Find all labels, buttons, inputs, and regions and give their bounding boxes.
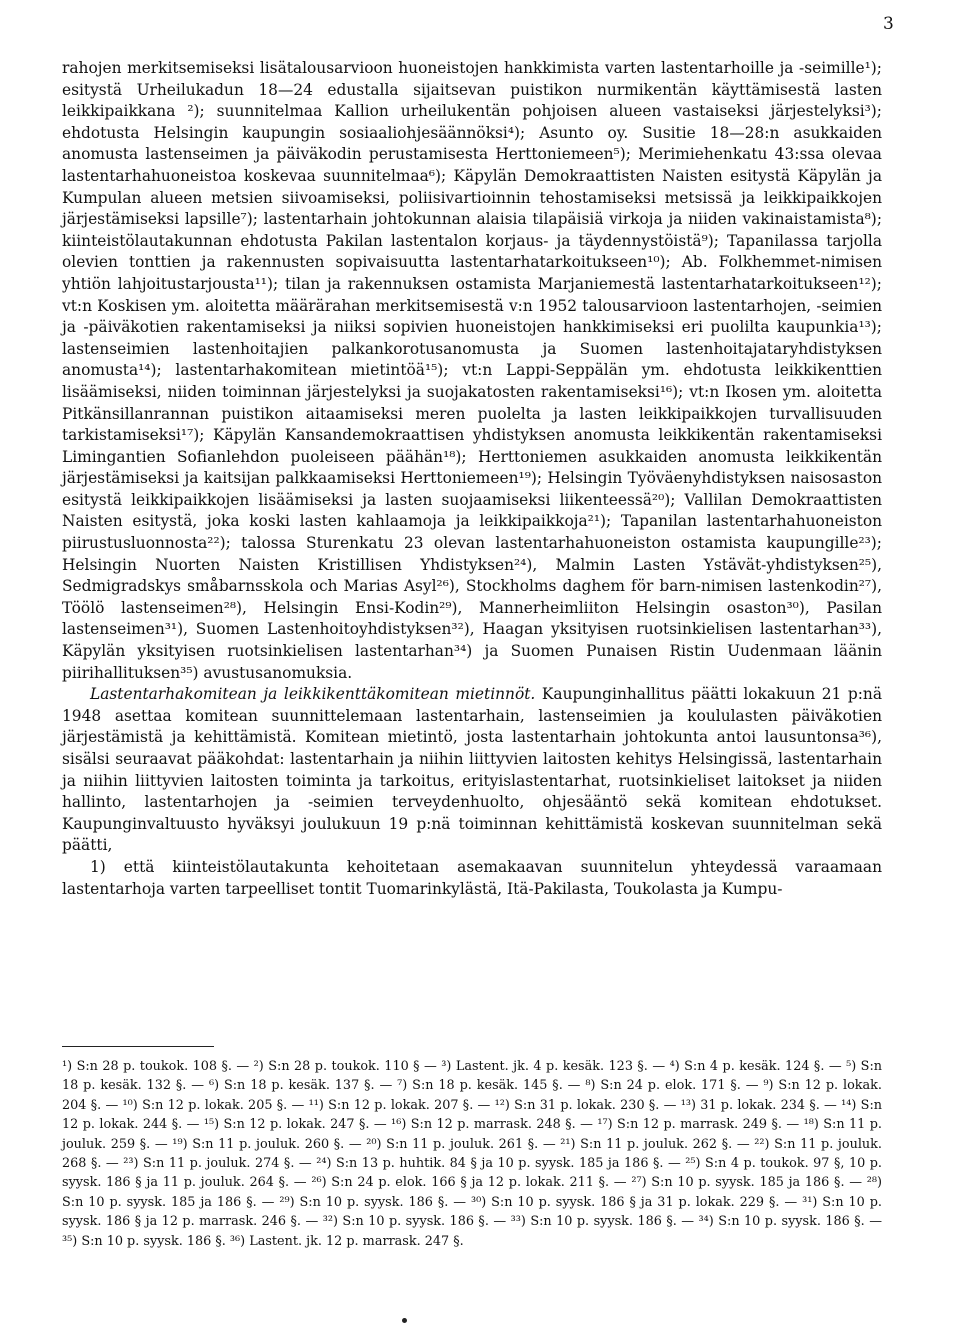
footnote-divider bbox=[62, 1046, 214, 1047]
page-mark-dot bbox=[402, 1318, 407, 1323]
footnote-text: ¹) S:n 28 p. toukok. 108 §. — ²) S:n 28 p. toukok. 110 § — ³) Lastent. jk. 4 p. kesäk. 123 §. — ⁴) S:n 4 p. kesäk. 124 §. — ⁵) S:n 18 p. kesäk. 132 §. — ⁶) S:n 18 p. kesäk. 137 §. — ⁷) S:n 18 p. kesäk. 145 §. — ⁸) S:n 24 p. elok. 171 §. — ⁹) S:n 12 p. lokak. 204 §. — ¹⁰) S:n 12 p. lokak. 205 §. — ¹¹) S:n 12 p. lokak. 207 §. — ¹²) S:n 31 p. lokak. 230 §. — ¹³) 31 p. lokak. 234 §. — ¹⁴) S:n 12 p. lokak. 244 §. — ¹⁵) S:n 12 p. lokak. 247 §. — ¹⁶) S:n 12 p. marrask. 248 §. — ¹⁷) S:n 12 p. marrask. 249 §. — ¹⁸) S:n 11 p. jouluk. 259 §. — ¹⁹) S:n 11 p. jouluk. 260 §. — ²⁰) S:n 11 p. jouluk. 261 §. — ²¹) S:n 11 p. jouluk. 262 §. — ²²) S:n 11 p. jouluk. 268 §. — ²³) S:n 11 p. jouluk. 274 §. — ²⁴) S:n 13 p. huhtik. 84 § ja 10 p. syysk. 185 ja 186 §. — ²⁵) S:n 4 p. toukok. 97 §, 10 p. syysk. 186 § ja 11 p. jouluk. 264 §. — ²⁶) S:n 24 p. elok. 166 § ja 12 p. lokak. 211 §. — ²⁷) S:n 10 p. syysk. 185 ja 186 §. — ²⁸) S:n 10 p. syysk. 185 ja 186 §. — ²⁹) S:n 10 p. syysk. 186 §. — ³⁰) S:n 10 p. syysk. 186 § ja 31 p. lokak. 229 §. — ³¹) S:n 10 p. syysk. 186 § ja 12 p. marrask. 246 §. — ³²) S:n 10 p. syysk. 186 §. — ³³) S:n 10 p. syysk. 186 §. — ³⁴) S:n 10 p. syysk. 186 §. — ³⁵) S:n 10 p. syysk. 186 §. ³⁶) Lastent. jk. 12 p. marrask. 247 §. bbox=[62, 1059, 882, 1249]
body-text bbox=[62, 58, 882, 900]
footnotes bbox=[62, 1057, 882, 1251]
page-number: 3 bbox=[883, 14, 894, 34]
paragraph-2-text: Kaupunginhallitus päätti lokakuun 21 p:nä 1948 asettaa komitean suunnittelemaan lastentarhain, lastenseimien ja koululasten päiväkotien järjestämistä ja kehittämistä. Komitean mietintö, josta lastentarhain johtokunta antoi lausuntonsa³⁶), sisälsi seuraavat pääkohdat: lastentarhain ja niihin liittyvien laitosten kehitys Helsingissä, lastentarhain ja niihin liittyvien laitosten toiminta ja tarkoitus, erityislastentarhat, ruotsinkieliset laitokset ja niiden hallinto, lastentarhojen ja -seimien terveydenhuolto, ohjesääntö sekä komitean ehdotukset. Kaupunginvaltuusto hyväksyi joulukuun 19 p:nä toiminnan kehittämistä koskevan suunnitelman sekä päätti, bbox=[62, 685, 882, 855]
paragraph-1: rahojen merkitsemiseksi lisätalousarvioon huoneistojen hankkimista varten lastentarhoille ja -seimille¹); esitystä Urheilukadun 18—24 edustalla sijaitsevan puistikon nurmikentän käyttämisestä lasten leikkipaikkana ²); suunnitelmaa Kallion urheilukentän pohjoisen alueen vastaiseksi järjestelyksi³); ehdotusta Helsingin kaupungin sosiaaliohjesäännöksi⁴); Asunto oy. Susitie 18—28:n asukkaiden anomusta lastenseimen ja päiväkodin perustamisesta Herttoniemeen⁵); Merimiehenkatu 43:ssa olevaa lastentarhahuoneistoa koskevaa suunnitelmaa⁶); Käpylän Demokraattisten Naisten esitystä Käpylän ja Kumpulan alueen metsien siivoamiseksi, poliisivartioinnin tehostamiseksi metsissä ja leikkipaikkojen järjestämiseksi lapsille⁷); lastentarhain johtokunnan alaisia tilapäisiä virkoja ja niiden vakinaistamista⁸); kiinteistölautakunnan ehdotusta Pakilan lastentalon korjaus- ja täydennystöistä⁹); Tapanilassa tarjolla olevien tonttien ja rakennusten sopivaisuutta lastentarhatarkoitukseen¹⁰); Ab. Folkhemmet-nimisen yhtiön lahjoitustarjousta¹¹); tilan ja rakennuksen ostamista Marjaniemestä lastentarhatarkoitukseen¹²); vt:n Koskisen ym. aloitetta määrärahan merkitsemisestä v:n 1952 talousarvioon lastentarhojen, -seimien ja -päiväkotien rakentamiseksi ja niiksi sopivien huoneistojen hankkimiseksi eri puolilta kaupunkia¹³); lastenseimien lastenhoitajien palkankorotusanomusta ja Suomen lastenhoitajataryhdistyksen anomusta¹⁴); lastentarhakomitean mietintöä¹⁵); vt:n Lappi-Seppälän ym. ehdotusta leikkikenttien lisäämiseksi, niiden toiminnan järjestelyksi ja suojakatosten rakentamiseksi¹⁶); vt:n Ikosen ym. aloitetta Pitkänsillanrannan puistikon aitaamiseksi meren puolelta ja lasten leikkipaikkojen turvallisuuden tarkistamiseksi¹⁷); Käpylän Kansandemokraattisen yhdistyksen anomusta leikkikentän rakentamiseksi Limingantien Sofianlehdon puoleiseen päähän¹⁸); Herttoniemen asukkaiden anomusta leikkikentän järjestämiseksi ja kaitsijan palkkaamiseksi Herttoniemeen¹⁹); Helsingin Työväenyhdistyksen naisosaston esitystä leikkipaikkojen lisäämiseksi ja lasten suojaamiseksi liikenteessä²⁰); Vallilan Demokraattisten Naisten esitystä, joka koski lasten kahlaamoja ja leikkipaikkoja²¹); Tapanilan lastentarhahuoneiston piirustusluonnosta²²); talossa Sturenkatu 23 olevan lastentarhahuoneiston ostamista kaupungille²³); Helsingin Nuorten Naisten Kristillisen Yhdistyksen²⁴), Malmin Lasten Ystävät-yhdistyksen²⁵), Sedmigradskys småbarnsskola och Marias Asyl²⁶), Stockholms daghem för barn-nimisen lastenkodin²⁷), Töölö lastenseimen²⁸), Helsingin Ensi-Kodin²⁹), Mannerheimliiton Helsingin osaston³⁰), Pasilan lastenseimen³¹), Suomen Lastenhoitoyhdistyksen³²), Haagan yksityisen ruotsinkielisen lastentarhan³³), Käpylän yksityisen ruotsinkielisen lastentarhan³⁴) ja Suomen Punaisen Ristin Uudenmaan läänin piirihallituksen³⁵) avustusanomuksia. bbox=[62, 59, 882, 682]
paragraph-3: 1) että kiinteistölautakunta kehoitetaan asemakaavan suunnitelun yhteydessä varaamaan lastentarhoja varten tarpeelliset tontit Tuomarinkylästä, Itä-Pakilasta, Toukolasta ja Kumpu- bbox=[62, 857, 882, 898]
paragraph-2 bbox=[62, 684, 882, 857]
section-heading: Lastentarhakomitean ja leikkikenttäkomitean mietinnöt. bbox=[90, 685, 536, 704]
